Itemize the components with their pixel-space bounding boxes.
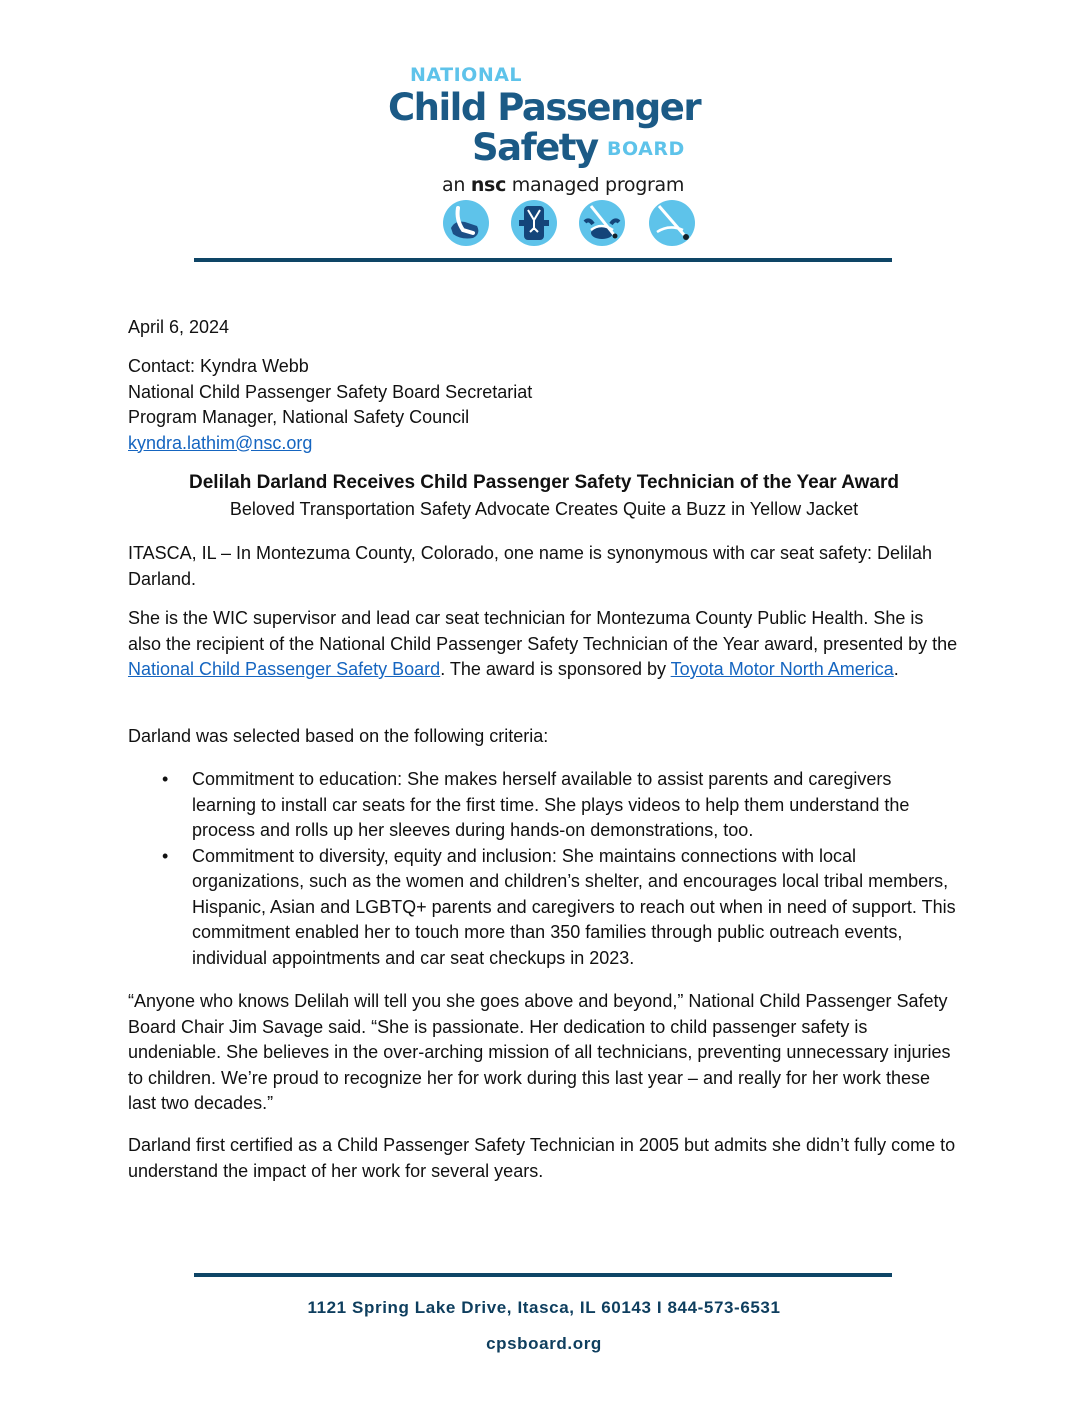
logo-title-line1: Child Passenger [388, 86, 701, 129]
list-item [128, 767, 958, 844]
headline-block [0, 470, 1088, 522]
contact-title: Program Manager, National Safety Council [128, 407, 470, 427]
footer-address: 1121 Spring Lake Drive, Itasca, IL 60143 I 844-573-6531 [307, 1298, 781, 1317]
logo-tagline [442, 174, 684, 196]
p2-text-b: . The award is sponsored by [440, 659, 671, 679]
contact-org: National Child Passenger Safety Board Secretariat [128, 381, 533, 402]
harness-seat-icon [511, 200, 557, 246]
bullet-icon: • [162, 845, 169, 866]
paragraph-2 [128, 606, 958, 683]
paragraph-5-text: Darland first certified as a Child Passenger Safety Technician in 2005 but admits she didn’t fully come to understand the impact of her work for several years. [128, 1135, 956, 1181]
logo-title-line2: Safety [472, 126, 598, 169]
infant-seat-icon [443, 200, 489, 246]
paragraph-1-text: ITASCA, IL – In Montezuma County, Colorado, one name is synonymous with car seat safety: Delilah Darland. [128, 543, 933, 589]
header-divider [194, 258, 892, 262]
criteria-text: Commitment to diversity, equity and inclusion: She maintains connections with local organizations, such as the women and children’s shelter, and encourages local tribal members, Hispanic, Asian and LGBTQ+ parents and caregivers to reach out when in need of support. This commitment enabled her to touch more than 350 families through public outreach events, individual appointments and car seat checkups in 2023. [192, 845, 956, 968]
page-subtitle: Beloved Transportation Safety Advocate Creates Quite a Buzz in Yellow Jacket [229, 499, 859, 519]
quote-paragraph: “Anyone who knows Delilah will tell you she goes above and beyond,” National Child Passenger Safety Board Chair Jim Savage said. “She is passionate. Her dedication to child passenger safety is undeniable. She believes in the over-arching mission of all technicians, preventing unnecessary injuries to children. We’re proud to recognize her for work during this last year – and really for her work these last two decades.” [128, 991, 951, 1113]
contact-email-link[interactable]: kyndra.lathim@nsc.org [128, 432, 313, 453]
criteria-text: Commitment to education: She makes herself available to assist parents and caregivers learning to install car seats for the first time. She plays videos to help them understand the process and rolls up her sleeves during hands-on demonstrations, too. [192, 769, 910, 840]
paragraph-5 [128, 1133, 958, 1184]
footer-divider [194, 1273, 892, 1277]
toyota-link[interactable]: Toyota Motor North America [670, 659, 894, 679]
logo-national-text: NATIONAL [410, 64, 523, 86]
paragraph-1 [128, 541, 958, 592]
paragraph-4 [128, 989, 958, 1117]
contact-block [128, 354, 958, 456]
p2-text-c: . [893, 659, 899, 679]
paragraph-3-text: Darland was selected based on the following criteria: [128, 726, 549, 746]
bullet-icon: • [162, 769, 169, 789]
p2-text-a: She is the WIC supervisor and lead car seat technician for Montezuma County Public Health. She is also the recipient of the National Child Passenger Safety Technician of the Year award, presented by the [128, 608, 958, 654]
logo-board-text: BOARD [607, 138, 685, 160]
date-line [128, 315, 958, 341]
page-title: Delilah Darland Receives Child Passenger Safety Technician of the Year Award [189, 472, 899, 493]
contact-name: Contact: Kyndra Webb [128, 356, 309, 376]
seat-icon-row [443, 200, 698, 246]
cps-board-link[interactable]: National Child Passenger Safety Board [128, 659, 441, 679]
criteria-list [128, 767, 958, 971]
tagline-suffix: managed program [506, 174, 685, 196]
paragraph-2-text [128, 606, 958, 683]
footer-website: cpsboard.org [486, 1334, 602, 1353]
paragraph-3 [128, 724, 958, 750]
release-date: April 6, 2024 [128, 317, 230, 337]
seat-belt-icon [649, 200, 695, 246]
tagline-prefix: an [442, 174, 471, 196]
booster-seat-icon [579, 200, 625, 246]
list-item [128, 844, 958, 972]
nsc-brand: nsc [470, 174, 507, 196]
